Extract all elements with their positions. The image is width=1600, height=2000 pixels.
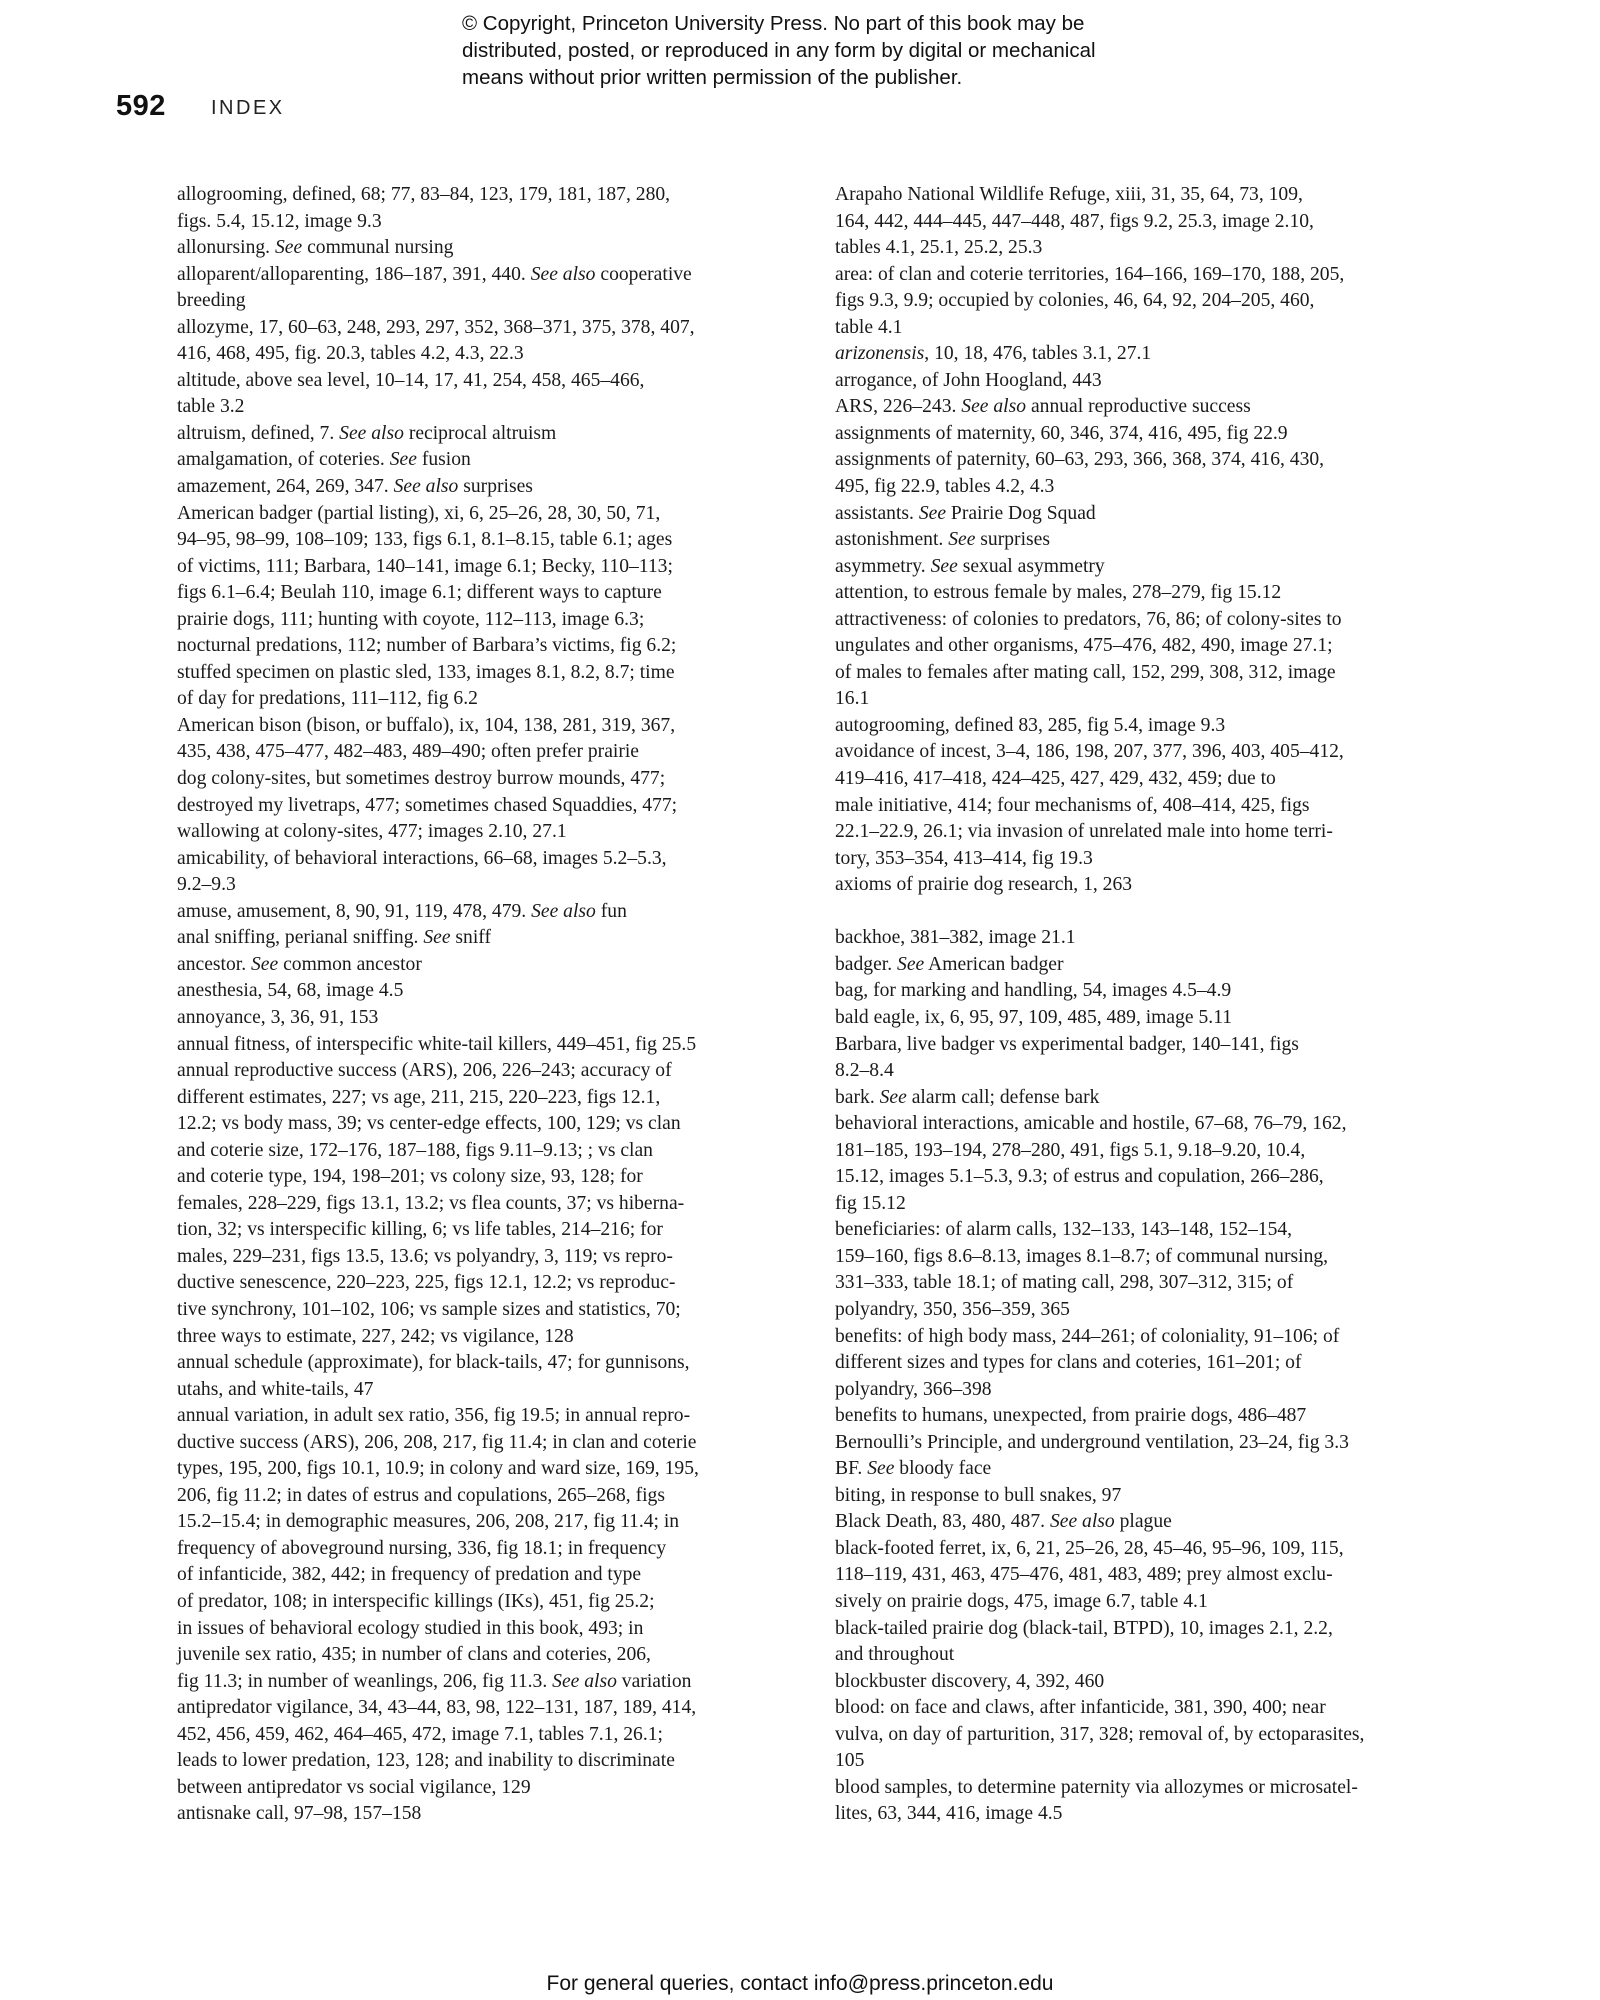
index-entry-line: 105 — [835, 1750, 865, 1772]
index-entry-line: BF. See bloody face — [835, 1458, 992, 1480]
index-entry-line: prairie dogs, 111; hunting with coyote, 112–113, image 6.3; — [177, 608, 645, 630]
index-entry-line: 12.2; vs body mass, 39; vs center-edge effects, 100, 129; vs clan — [177, 1113, 681, 1135]
index-entry — [177, 1005, 797, 1032]
index-entry-line: 206, fig 11.2; in dates of estrus and copulations, 265–268, figs — [177, 1484, 665, 1506]
index-entry — [835, 1403, 1455, 1430]
index-entry — [835, 554, 1455, 581]
index-entry-line: amuse, amusement, 8, 90, 91, 119, 478, 479. See also fun — [177, 900, 627, 922]
index-entry-line: blood: on face and claws, after infanticide, 381, 390, 400; near — [835, 1697, 1326, 1719]
index-entry — [835, 447, 1455, 500]
index-column-right — [835, 182, 1455, 1828]
index-entry-line: benefits: of high body mass, 244–261; of coloniality, 91–106; of — [835, 1325, 1340, 1347]
index-entry-line: bark. See alarm call; defense bark — [835, 1086, 1100, 1108]
index-entry — [835, 580, 1455, 607]
index-entry-line: annual variation, in adult sex ratio, 356, fig 19.5; in annual repro- — [177, 1405, 691, 1427]
index-entry-line: frequency of aboveground nursing, 336, fig 18.1; in frequency — [177, 1537, 667, 1559]
index-entry — [177, 952, 797, 979]
index-entry-line: allogrooming, defined, 68; 77, 83–84, 123, 179, 181, 187, 280, — [177, 184, 671, 205]
index-entry — [835, 527, 1455, 554]
index-entry-line: table 3.2 — [177, 396, 245, 418]
section-gap — [835, 899, 1455, 926]
index-entry — [835, 1695, 1455, 1775]
index-entry-line: 94–95, 98–99, 108–109; 133, figs 6.1, 8.1–8.15, table 6.1; ages — [177, 529, 673, 551]
index-entry-line: lites, 63, 344, 416, image 4.5 — [835, 1803, 1063, 1825]
index-entry — [177, 925, 797, 952]
index-entry-line: anesthesia, 54, 68, image 4.5 — [177, 980, 404, 1002]
index-entry-line: polyandry, 366–398 — [835, 1378, 992, 1400]
index-entry — [835, 1509, 1455, 1536]
index-entry-line: 181–185, 193–194, 278–280, 491, figs 5.1, 9.18–9.20, 10.4, — [835, 1139, 1306, 1161]
index-entry — [835, 607, 1455, 713]
index-entry-line: females, 228–229, figs 13.1, 13.2; vs flea counts, 37; vs hiberna- — [177, 1192, 685, 1214]
index-entry-line: three ways to estimate, 227, 242; vs vigilance, 128 — [177, 1325, 574, 1347]
index-entry — [177, 1350, 797, 1403]
index-entry-line: male initiative, 414; four mechanisms of, 408–414, 425, figs — [835, 794, 1310, 816]
index-entry — [835, 978, 1455, 1005]
index-entry-line: benefits to humans, unexpected, from prairie dogs, 486–487 — [835, 1405, 1307, 1427]
index-entry-line: anal sniffing, perianal sniffing. See sniff — [177, 927, 491, 949]
index-entry-line: amicability, of behavioral interactions, 66–68, images 5.2–5.3, — [177, 847, 667, 869]
page-number: 592 — [116, 90, 166, 122]
index-entry-line: asymmetry. See sexual asymmetry — [835, 555, 1105, 577]
index-entry-line: avoidance of incest, 3–4, 186, 198, 207, 377, 396, 403, 405–412, — [835, 741, 1344, 763]
index-entry — [835, 1430, 1455, 1457]
index-entry-line: assignments of paternity, 60–63, 293, 366, 368, 374, 416, 430, — [835, 449, 1325, 471]
index-entry-line: American bison (bison, or buffalo), ix, 104, 138, 281, 319, 367, — [177, 714, 676, 736]
index-entry-line: autogrooming, defined 83, 285, fig 5.4, image 9.3 — [835, 714, 1226, 736]
index-entry — [177, 421, 797, 448]
index-entry-line: in issues of behavioral ecology studied in this book, 493; in — [177, 1617, 644, 1639]
index-entry-line: antisnake call, 97–98, 157–158 — [177, 1803, 422, 1825]
index-entry — [177, 315, 797, 368]
index-entry-line: and throughout — [835, 1644, 955, 1666]
index-entry-line: blood samples, to determine paternity via allozymes or microsatel- — [835, 1776, 1358, 1798]
index-entry — [835, 925, 1455, 952]
index-entry-line: 22.1–22.9, 26.1; via invasion of unrelated male into home terri- — [835, 821, 1333, 843]
index-entry — [835, 394, 1455, 421]
index-entry-line: figs. 5.4, 15.12, image 9.3 — [177, 210, 382, 232]
index-entry-line: types, 195, 200, figs 10.1, 10.9; in colony and ward size, 169, 195, — [177, 1458, 699, 1480]
index-entry-line: allozyme, 17, 60–63, 248, 293, 297, 352, 368–371, 375, 378, 407, — [177, 316, 695, 338]
index-entry-line: alloparent/alloparenting, 186–187, 391, 440. See also cooperative — [177, 263, 692, 285]
index-entry-line: amazement, 264, 269, 347. See also surprises — [177, 476, 533, 498]
index-entry-line: juvenile sex ratio, 435; in number of clans and coteries, 206, — [177, 1644, 651, 1666]
index-entry — [835, 952, 1455, 979]
index-entry-line: of predator, 108; in interspecific killings (IKs), 451, fig 25.2; — [177, 1590, 655, 1612]
index-entry-line: of day for predations, 111–112, fig 6.2 — [177, 688, 478, 710]
index-entry-line: destroyed my livetraps, 477; sometimes chased Squaddies, 477; — [177, 794, 678, 816]
index-entry-line: annual schedule (approximate), for black-tails, 47; for gunnisons, — [177, 1352, 690, 1374]
index-entry-line: 452, 456, 459, 462, 464–465, 472, image 7.1, tables 7.1, 26.1; — [177, 1723, 663, 1745]
index-entry-line: 9.2–9.3 — [177, 874, 236, 896]
index-entry — [835, 1536, 1455, 1616]
index-entry — [177, 1032, 797, 1059]
index-entry-line: antipredator vigilance, 34, 43–44, 83, 98, 122–131, 187, 189, 414, — [177, 1697, 697, 1719]
index-entry-line: attention, to estrous female by males, 278–279, fig 15.12 — [835, 582, 1282, 604]
footer-contact: For general queries, contact info@press.princeton.edu — [546, 1972, 1054, 1995]
index-entry — [835, 739, 1455, 872]
index-entry-line: biting, in response to bull snakes, 97 — [835, 1484, 1122, 1506]
index-entry-line: black-footed ferret, ix, 6, 21, 25–26, 28, 45–46, 95–96, 109, 115, — [835, 1537, 1344, 1559]
index-entry-line: fig 15.12 — [835, 1192, 906, 1214]
index-entry-line: utahs, and white-tails, 47 — [177, 1378, 374, 1400]
copyright-line: distributed, posted, or reproduced in any form by digital or mechanical — [462, 39, 1096, 62]
index-entry-line: annoyance, 3, 36, 91, 153 — [177, 1006, 379, 1028]
index-entry-line: leads to lower predation, 123, 128; and inability to discriminate — [177, 1750, 675, 1772]
index-entry — [177, 501, 797, 713]
index-entry-line: stuffed specimen on plastic sled, 133, images 8.1, 8.2, 8.7; time — [177, 661, 675, 683]
index-entry-line: polyandry, 350, 356–359, 365 — [835, 1298, 1070, 1320]
index-entry — [835, 262, 1455, 342]
index-entry-line: table 4.1 — [835, 316, 903, 338]
index-entry-line: 159–160, figs 8.6–8.13, images 8.1–8.7; of communal nursing, — [835, 1245, 1329, 1267]
index-entry — [177, 1058, 797, 1350]
index-entry — [835, 1483, 1455, 1510]
index-entry — [835, 1217, 1455, 1323]
index-entry-line: 495, fig 22.9, tables 4.2, 4.3 — [835, 476, 1055, 498]
index-entry-line: 118–119, 431, 463, 475–476, 481, 483, 489; prey almost exclu- — [835, 1564, 1333, 1586]
index-entry-line: of males to females after mating call, 152, 299, 308, 312, image — [835, 661, 1336, 683]
index-entry-line: behavioral interactions, amicable and hostile, 67–68, 76–79, 162, — [835, 1113, 1347, 1135]
index-entry-line: bag, for marking and handling, 54, images 4.5–4.9 — [835, 980, 1232, 1002]
index-entry-line: tory, 353–354, 413–414, fig 19.3 — [835, 847, 1093, 869]
index-entry — [835, 421, 1455, 448]
index-entry-line: assistants. See Prairie Dog Squad — [835, 502, 1096, 524]
index-entry-line: 416, 468, 495, fig. 20.3, tables 4.2, 4.3, 22.3 — [177, 343, 524, 365]
index-entry-line: 435, 438, 475–477, 482–483, 489–490; often prefer prairie — [177, 741, 639, 763]
running-head: INDEX — [211, 97, 285, 119]
index-entry-line: different sizes and types for clans and coteries, 161–201; of — [835, 1352, 1302, 1374]
index-entry — [835, 713, 1455, 740]
index-entry-line: bald eagle, ix, 6, 95, 97, 109, 485, 489, image 5.11 — [835, 1006, 1233, 1028]
index-entry-line: sively on prairie dogs, 475, image 6.7, table 4.1 — [835, 1590, 1208, 1612]
index-entry — [835, 1032, 1455, 1085]
index-entry-line: Arapaho National Wildlife Refuge, xiii, 31, 35, 64, 73, 109, — [835, 184, 1303, 205]
index-entry-line: annual fitness, of interspecific white-tail killers, 449–451, fig 25.5 — [177, 1033, 697, 1055]
index-entry-line: ductive success (ARS), 206, 208, 217, fig 11.4; in clan and coterie — [177, 1431, 697, 1453]
index-entry — [177, 235, 797, 262]
index-entry-line: tion, 32; vs interspecific killing, 6; vs life tables, 214–216; for — [177, 1219, 663, 1241]
index-entry-line: breeding — [177, 290, 246, 312]
index-entry — [177, 978, 797, 1005]
index-entry — [177, 262, 797, 315]
index-entry-line: 164, 442, 444–445, 447–448, 487, figs 9.2, 25.3, image 2.10, — [835, 210, 1314, 232]
index-entry-line: ARS, 226–243. See also annual reproductive success — [835, 396, 1251, 418]
copyright-line: means without prior written permission of the publisher. — [462, 66, 963, 89]
index-entry-line: of infanticide, 382, 442; in frequency of predation and type — [177, 1564, 642, 1586]
index-entry-line: astonishment. See surprises — [835, 529, 1050, 551]
index-entry — [835, 501, 1455, 528]
index-column-left — [177, 182, 797, 1828]
index-entry — [835, 1111, 1455, 1217]
copyright-line: © Copyright, Princeton University Press. No part of this book may be — [462, 12, 1085, 35]
index-entry-line: nocturnal predations, 112; number of Barbara’s victims, fig 6.2; — [177, 635, 677, 657]
index-entry-line: annual reproductive success (ARS), 206, 226–243; accuracy of — [177, 1060, 672, 1082]
index-entry — [177, 899, 797, 926]
index-entry-line: 8.2–8.4 — [835, 1060, 894, 1082]
index-entry — [177, 447, 797, 474]
index-entry — [177, 1695, 797, 1801]
index-entry-line: ductive senescence, 220–223, 225, figs 12.1, 12.2; vs reproduc- — [177, 1272, 676, 1294]
index-entry-line: figs 6.1–6.4; Beulah 110, image 6.1; different ways to capture — [177, 582, 662, 604]
index-entry-line: altitude, above sea level, 10–14, 17, 41, 254, 458, 465–466, — [177, 369, 645, 391]
index-entry-line: 15.12, images 5.1–5.3, 9.3; of estrus and copulation, 266–286, — [835, 1166, 1324, 1188]
index-entry-line: 16.1 — [835, 688, 870, 710]
index-entry-line: dog colony-sites, but sometimes destroy burrow mounds, 477; — [177, 768, 666, 790]
index-entry-line: blockbuster discovery, 4, 392, 460 — [835, 1670, 1105, 1692]
index-entry-line: assignments of maternity, 60, 346, 374, 416, 495, fig 22.9 — [835, 422, 1288, 444]
index-entry — [835, 182, 1455, 262]
index-entry — [835, 1456, 1455, 1483]
index-entry-line: 331–333, table 18.1; of mating call, 298, 307–312, 315; of — [835, 1272, 1294, 1294]
index-entry-line: Black Death, 83, 480, 487. See also plague — [835, 1511, 1172, 1533]
index-entry — [835, 1775, 1455, 1828]
index-entry-line: Bernoulli’s Principle, and underground ventilation, 23–24, fig 3.3 — [835, 1431, 1349, 1453]
index-entry-line: and coterie size, 172–176, 187–188, figs 9.11–9.13; ; vs clan — [177, 1139, 653, 1161]
index-entry-line: males, 229–231, figs 13.5, 13.6; vs polyandry, 3, 119; vs repro- — [177, 1245, 673, 1267]
index-entry — [177, 368, 797, 421]
index-entry-line: wallowing at colony-sites, 477; images 2.10, 27.1 — [177, 821, 567, 843]
index-entry-line: and coterie type, 194, 198–201; vs colony size, 93, 128; for — [177, 1166, 643, 1188]
index-entry — [177, 1801, 797, 1828]
index-entry-line: backhoe, 381–382, image 21.1 — [835, 927, 1076, 949]
index-entry — [835, 1616, 1455, 1669]
index-entry-line: 15.2–15.4; in demographic measures, 206, 208, 217, fig 11.4; in — [177, 1511, 680, 1533]
index-entry — [835, 1085, 1455, 1112]
index-entry-line: tables 4.1, 25.1, 25.2, 25.3 — [835, 237, 1043, 259]
index-entry — [177, 713, 797, 846]
index-entry — [835, 1324, 1455, 1404]
index-entry — [835, 341, 1455, 368]
index-entry-line: between antipredator vs social vigilance, 129 — [177, 1776, 531, 1798]
index-entry-line: different estimates, 227; vs age, 211, 215, 220–223, figs 12.1, — [177, 1086, 661, 1108]
index-entry-line: fig 11.3; in number of weanlings, 206, fig 11.3. See also variation — [177, 1670, 692, 1692]
index-entry-line: beneficiaries: of alarm calls, 132–133, 143–148, 152–154, — [835, 1219, 1293, 1241]
index-entry — [177, 182, 797, 235]
index-entry — [835, 1669, 1455, 1696]
index-entry-line: axioms of prairie dog research, 1, 263 — [835, 874, 1133, 896]
index-entry-line: ungulates and other organisms, 475–476, 482, 490, image 27.1; — [835, 635, 1333, 657]
index-entry-line: attractiveness: of colonies to predators, 76, 86; of colony-sites to — [835, 608, 1342, 630]
index-entry-line: 419–416, 417–418, 424–425, 427, 429, 432, 459; due to — [835, 768, 1276, 790]
index-entry — [177, 846, 797, 899]
index-entry-line: arizonensis, 10, 18, 476, tables 3.1, 27.1 — [835, 343, 1152, 365]
index-entry — [177, 474, 797, 501]
index-entry-line: Barbara, live badger vs experimental badger, 140–141, figs — [835, 1033, 1299, 1055]
index-entry — [835, 872, 1455, 899]
index-entry-line: ancestor. See common ancestor — [177, 953, 422, 975]
index-entry-line: allonursing. See communal nursing — [177, 237, 454, 259]
index-entry-line: amalgamation, of coteries. See fusion — [177, 449, 471, 471]
index-entry — [835, 368, 1455, 395]
index-entry-line: area: of clan and coterie territories, 164–166, 169–170, 188, 205, — [835, 263, 1345, 285]
index-entry-line: tive synchrony, 101–102, 106; vs sample sizes and statistics, 70; — [177, 1298, 681, 1320]
index-entry — [835, 1005, 1455, 1032]
index-entry-line: figs 9.3, 9.9; occupied by colonies, 46, 64, 92, 204–205, 460, — [835, 290, 1315, 312]
copyright-notice — [462, 10, 1222, 91]
index-entry-line: arrogance, of John Hoogland, 443 — [835, 369, 1102, 391]
index-entry-line: of victims, 111; Barbara, 140–141, image 6.1; Becky, 110–113; — [177, 555, 673, 577]
index-entry-line: American badger (partial listing), xi, 6, 25–26, 28, 30, 50, 71, — [177, 502, 661, 524]
index-entry — [177, 1403, 797, 1695]
index-entry-line: vulva, on day of parturition, 317, 328; removal of, by ectoparasites, — [835, 1723, 1365, 1745]
index-entry-line: black-tailed prairie dog (black-tail, BTPD), 10, images 2.1, 2.2, — [835, 1617, 1333, 1639]
index-entry-line: altruism, defined, 7. See also reciprocal altruism — [177, 422, 557, 444]
index-entry-line: badger. See American badger — [835, 953, 1064, 975]
